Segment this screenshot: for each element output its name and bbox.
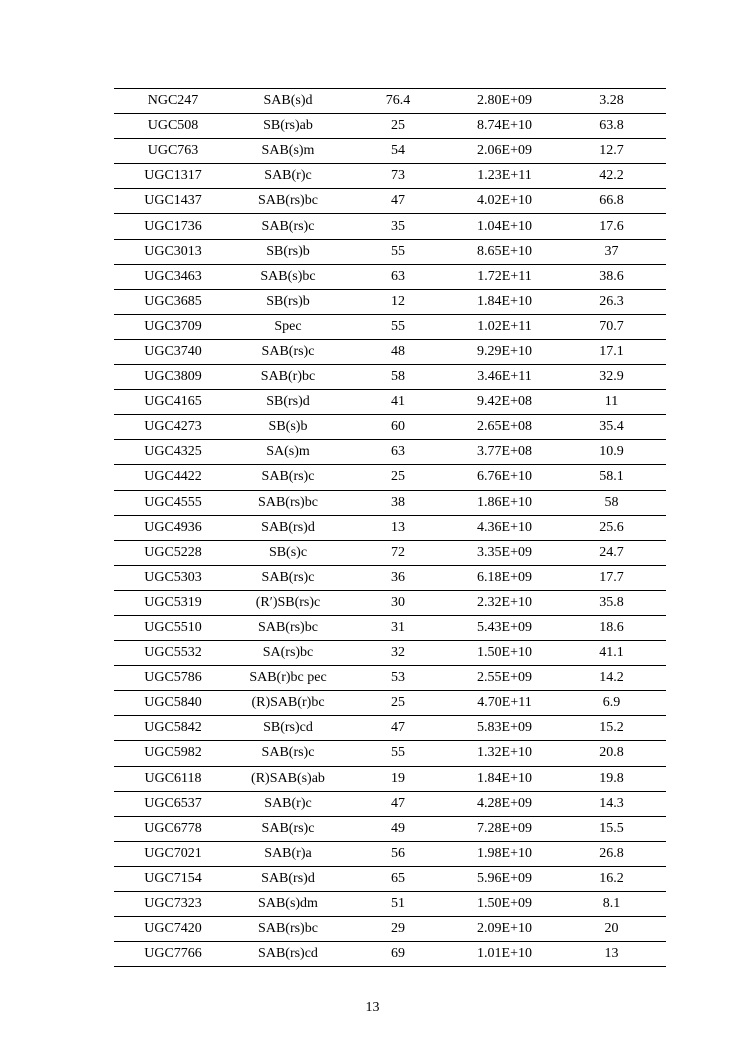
value-cell: 14.2 [557, 666, 666, 691]
table-row [114, 490, 666, 515]
inclination-cell: 72 [344, 540, 452, 565]
galaxy-name-cell: UGC5510 [114, 615, 232, 640]
mass-cell: 1.32E+10 [452, 741, 557, 766]
inclination-cell: 60 [344, 415, 452, 440]
table-row [114, 615, 666, 640]
galaxy-name-cell: UGC6118 [114, 766, 232, 791]
inclination-cell: 53 [344, 666, 452, 691]
mass-cell: 7.28E+09 [452, 816, 557, 841]
value-cell: 26.8 [557, 841, 666, 866]
morphology-cell: SAB(rs)d [232, 866, 344, 891]
value-cell: 11 [557, 390, 666, 415]
galaxy-name-cell: UGC3809 [114, 365, 232, 390]
page-number: 13 [365, 1000, 380, 1015]
morphology-cell: SB(s)b [232, 415, 344, 440]
value-cell: 3.28 [557, 89, 666, 114]
galaxy-name-cell: UGC7766 [114, 942, 232, 967]
morphology-cell: SAB(rs)d [232, 515, 344, 540]
mass-cell: 3.77E+08 [452, 440, 557, 465]
table-row [114, 139, 666, 164]
mass-cell: 2.06E+09 [452, 139, 557, 164]
value-cell: 6.9 [557, 691, 666, 716]
morphology-cell: SAB(rs)cd [232, 942, 344, 967]
table-row [114, 189, 666, 214]
mass-cell: 2.32E+10 [452, 590, 557, 615]
inclination-cell: 58 [344, 365, 452, 390]
value-cell: 32.9 [557, 365, 666, 390]
table-row [114, 866, 666, 891]
morphology-cell: SAB(rs)bc [232, 615, 344, 640]
galaxy-name-cell: UGC4936 [114, 515, 232, 540]
value-cell: 24.7 [557, 540, 666, 565]
morphology-cell: SAB(r)a [232, 841, 344, 866]
inclination-cell: 38 [344, 490, 452, 515]
galaxy-name-cell: UGC4422 [114, 465, 232, 490]
inclination-cell: 25 [344, 691, 452, 716]
morphology-cell: (R)SAB(s)ab [232, 766, 344, 791]
inclination-cell: 36 [344, 565, 452, 590]
table-row [114, 415, 666, 440]
inclination-cell: 25 [344, 114, 452, 139]
galaxy-name-cell: UGC3463 [114, 264, 232, 289]
value-cell: 13 [557, 942, 666, 967]
table-row [114, 540, 666, 565]
galaxy-name-cell: NGC247 [114, 89, 232, 114]
morphology-cell: SAB(s)bc [232, 264, 344, 289]
value-cell: 14.3 [557, 791, 666, 816]
value-cell: 38.6 [557, 264, 666, 289]
morphology-cell: SA(s)m [232, 440, 344, 465]
morphology-cell: SB(rs)ab [232, 114, 344, 139]
morphology-cell: SB(rs)b [232, 289, 344, 314]
morphology-cell: SAB(rs)bc [232, 490, 344, 515]
table-row [114, 716, 666, 741]
value-cell: 41.1 [557, 641, 666, 666]
morphology-cell: SAB(rs)c [232, 741, 344, 766]
table-row [114, 816, 666, 841]
inclination-cell: 69 [344, 942, 452, 967]
galaxy-name-cell: UGC5532 [114, 641, 232, 666]
morphology-cell: SAB(r)c [232, 164, 344, 189]
galaxy-name-cell: UGC5842 [114, 716, 232, 741]
morphology-cell: SAB(rs)c [232, 816, 344, 841]
table-row [114, 691, 666, 716]
value-cell: 15.2 [557, 716, 666, 741]
inclination-cell: 54 [344, 139, 452, 164]
table-row [114, 314, 666, 339]
mass-cell: 5.83E+09 [452, 716, 557, 741]
morphology-cell: SAB(rs)c [232, 214, 344, 239]
galaxy-name-cell: UGC4273 [114, 415, 232, 440]
value-cell: 15.5 [557, 816, 666, 841]
value-cell: 8.1 [557, 892, 666, 917]
inclination-cell: 35 [344, 214, 452, 239]
galaxy-name-cell: UGC7323 [114, 892, 232, 917]
table-row [114, 390, 666, 415]
mass-cell: 1.01E+10 [452, 942, 557, 967]
galaxy-name-cell: UGC3740 [114, 339, 232, 364]
mass-cell: 1.04E+10 [452, 214, 557, 239]
mass-cell: 6.18E+09 [452, 565, 557, 590]
morphology-cell: SAB(rs)bc [232, 917, 344, 942]
morphology-cell: SB(rs)b [232, 239, 344, 264]
galaxy-name-cell: UGC5228 [114, 540, 232, 565]
morphology-cell: SAB(rs)c [232, 465, 344, 490]
galaxy-name-cell: UGC4555 [114, 490, 232, 515]
galaxy-name-cell: UGC5840 [114, 691, 232, 716]
inclination-cell: 31 [344, 615, 452, 640]
table-row [114, 892, 666, 917]
value-cell: 35.4 [557, 415, 666, 440]
inclination-cell: 55 [344, 314, 452, 339]
mass-cell: 1.86E+10 [452, 490, 557, 515]
inclination-cell: 65 [344, 866, 452, 891]
table-row [114, 766, 666, 791]
table-row [114, 365, 666, 390]
table-body [114, 89, 666, 967]
morphology-cell: SB(rs)d [232, 390, 344, 415]
table-row [114, 214, 666, 239]
inclination-cell: 76.4 [344, 89, 452, 114]
galaxy-name-cell: UGC763 [114, 139, 232, 164]
value-cell: 35.8 [557, 590, 666, 615]
value-cell: 12.7 [557, 139, 666, 164]
morphology-cell: SB(rs)cd [232, 716, 344, 741]
mass-cell: 4.02E+10 [452, 189, 557, 214]
value-cell: 66.8 [557, 189, 666, 214]
mass-cell: 8.65E+10 [452, 239, 557, 264]
galaxy-name-cell: UGC5319 [114, 590, 232, 615]
value-cell: 20.8 [557, 741, 666, 766]
table-row [114, 515, 666, 540]
galaxy-name-cell: UGC3709 [114, 314, 232, 339]
morphology-cell: Spec [232, 314, 344, 339]
value-cell: 26.3 [557, 289, 666, 314]
morphology-cell: SAB(rs)c [232, 339, 344, 364]
galaxy-name-cell: UGC4325 [114, 440, 232, 465]
mass-cell: 5.96E+09 [452, 866, 557, 891]
mass-cell: 2.65E+08 [452, 415, 557, 440]
table-row [114, 942, 666, 967]
mass-cell: 1.50E+10 [452, 641, 557, 666]
table-row [114, 917, 666, 942]
inclination-cell: 63 [344, 440, 452, 465]
galaxy-name-cell: UGC5786 [114, 666, 232, 691]
galaxy-name-cell: UGC1317 [114, 164, 232, 189]
inclination-cell: 51 [344, 892, 452, 917]
morphology-cell: SAB(rs)c [232, 565, 344, 590]
value-cell: 58 [557, 490, 666, 515]
mass-cell: 6.76E+10 [452, 465, 557, 490]
table-row [114, 114, 666, 139]
value-cell: 25.6 [557, 515, 666, 540]
morphology-cell: SAB(r)bc pec [232, 666, 344, 691]
galaxy-name-cell: UGC3685 [114, 289, 232, 314]
inclination-cell: 47 [344, 716, 452, 741]
value-cell: 70.7 [557, 314, 666, 339]
inclination-cell: 63 [344, 264, 452, 289]
galaxy-name-cell: UGC1736 [114, 214, 232, 239]
table-row [114, 339, 666, 364]
value-cell: 17.1 [557, 339, 666, 364]
value-cell: 18.6 [557, 615, 666, 640]
morphology-cell: (R′)SB(rs)c [232, 590, 344, 615]
inclination-cell: 55 [344, 741, 452, 766]
inclination-cell: 13 [344, 515, 452, 540]
galaxy-name-cell: UGC3013 [114, 239, 232, 264]
table-row [114, 741, 666, 766]
table-row [114, 89, 666, 114]
table-row [114, 264, 666, 289]
mass-cell: 1.72E+11 [452, 264, 557, 289]
value-cell: 63.8 [557, 114, 666, 139]
galaxy-name-cell: UGC4165 [114, 390, 232, 415]
mass-cell: 1.84E+10 [452, 289, 557, 314]
morphology-cell: SAB(s)m [232, 139, 344, 164]
mass-cell: 1.02E+11 [452, 314, 557, 339]
morphology-cell: SA(rs)bc [232, 641, 344, 666]
mass-cell: 4.70E+11 [452, 691, 557, 716]
table-row [114, 289, 666, 314]
mass-cell: 5.43E+09 [452, 615, 557, 640]
inclination-cell: 56 [344, 841, 452, 866]
mass-cell: 3.35E+09 [452, 540, 557, 565]
mass-cell: 9.42E+08 [452, 390, 557, 415]
value-cell: 42.2 [557, 164, 666, 189]
galaxy-name-cell: UGC508 [114, 114, 232, 139]
value-cell: 37 [557, 239, 666, 264]
table-row [114, 565, 666, 590]
mass-cell: 1.23E+11 [452, 164, 557, 189]
galaxy-name-cell: UGC6537 [114, 791, 232, 816]
mass-cell: 1.50E+09 [452, 892, 557, 917]
inclination-cell: 41 [344, 390, 452, 415]
mass-cell: 2.80E+09 [452, 89, 557, 114]
galaxy-name-cell: UGC1437 [114, 189, 232, 214]
galaxy-name-cell: UGC5982 [114, 741, 232, 766]
table-row [114, 791, 666, 816]
table-row [114, 465, 666, 490]
inclination-cell: 30 [344, 590, 452, 615]
value-cell: 58.1 [557, 465, 666, 490]
table-row [114, 666, 666, 691]
mass-cell: 8.74E+10 [452, 114, 557, 139]
galaxy-name-cell: UGC6778 [114, 816, 232, 841]
morphology-cell: SAB(rs)bc [232, 189, 344, 214]
morphology-cell: SAB(s)dm [232, 892, 344, 917]
morphology-cell: SAB(r)c [232, 791, 344, 816]
value-cell: 17.6 [557, 214, 666, 239]
inclination-cell: 25 [344, 465, 452, 490]
value-cell: 20 [557, 917, 666, 942]
inclination-cell: 32 [344, 641, 452, 666]
mass-cell: 9.29E+10 [452, 339, 557, 364]
galaxy-name-cell: UGC7420 [114, 917, 232, 942]
inclination-cell: 48 [344, 339, 452, 364]
inclination-cell: 55 [344, 239, 452, 264]
morphology-cell: (R)SAB(r)bc [232, 691, 344, 716]
galaxy-name-cell: UGC7154 [114, 866, 232, 891]
inclination-cell: 12 [344, 289, 452, 314]
inclination-cell: 19 [344, 766, 452, 791]
galaxy-name-cell: UGC7021 [114, 841, 232, 866]
inclination-cell: 29 [344, 917, 452, 942]
mass-cell: 4.28E+09 [452, 791, 557, 816]
inclination-cell: 47 [344, 791, 452, 816]
value-cell: 17.7 [557, 565, 666, 590]
galaxy-name-cell: UGC5303 [114, 565, 232, 590]
mass-cell: 1.84E+10 [452, 766, 557, 791]
morphology-cell: SAB(r)bc [232, 365, 344, 390]
morphology-cell: SAB(s)d [232, 89, 344, 114]
inclination-cell: 47 [344, 189, 452, 214]
galaxy-data-table [114, 88, 666, 967]
table-row [114, 440, 666, 465]
value-cell: 19.8 [557, 766, 666, 791]
value-cell: 16.2 [557, 866, 666, 891]
table-row [114, 641, 666, 666]
mass-cell: 1.98E+10 [452, 841, 557, 866]
inclination-cell: 49 [344, 816, 452, 841]
table-row [114, 590, 666, 615]
table-row [114, 239, 666, 264]
morphology-cell: SB(s)c [232, 540, 344, 565]
table-row [114, 841, 666, 866]
inclination-cell: 73 [344, 164, 452, 189]
mass-cell: 3.46E+11 [452, 365, 557, 390]
table-row [114, 164, 666, 189]
mass-cell: 4.36E+10 [452, 515, 557, 540]
mass-cell: 2.55E+09 [452, 666, 557, 691]
mass-cell: 2.09E+10 [452, 917, 557, 942]
value-cell: 10.9 [557, 440, 666, 465]
